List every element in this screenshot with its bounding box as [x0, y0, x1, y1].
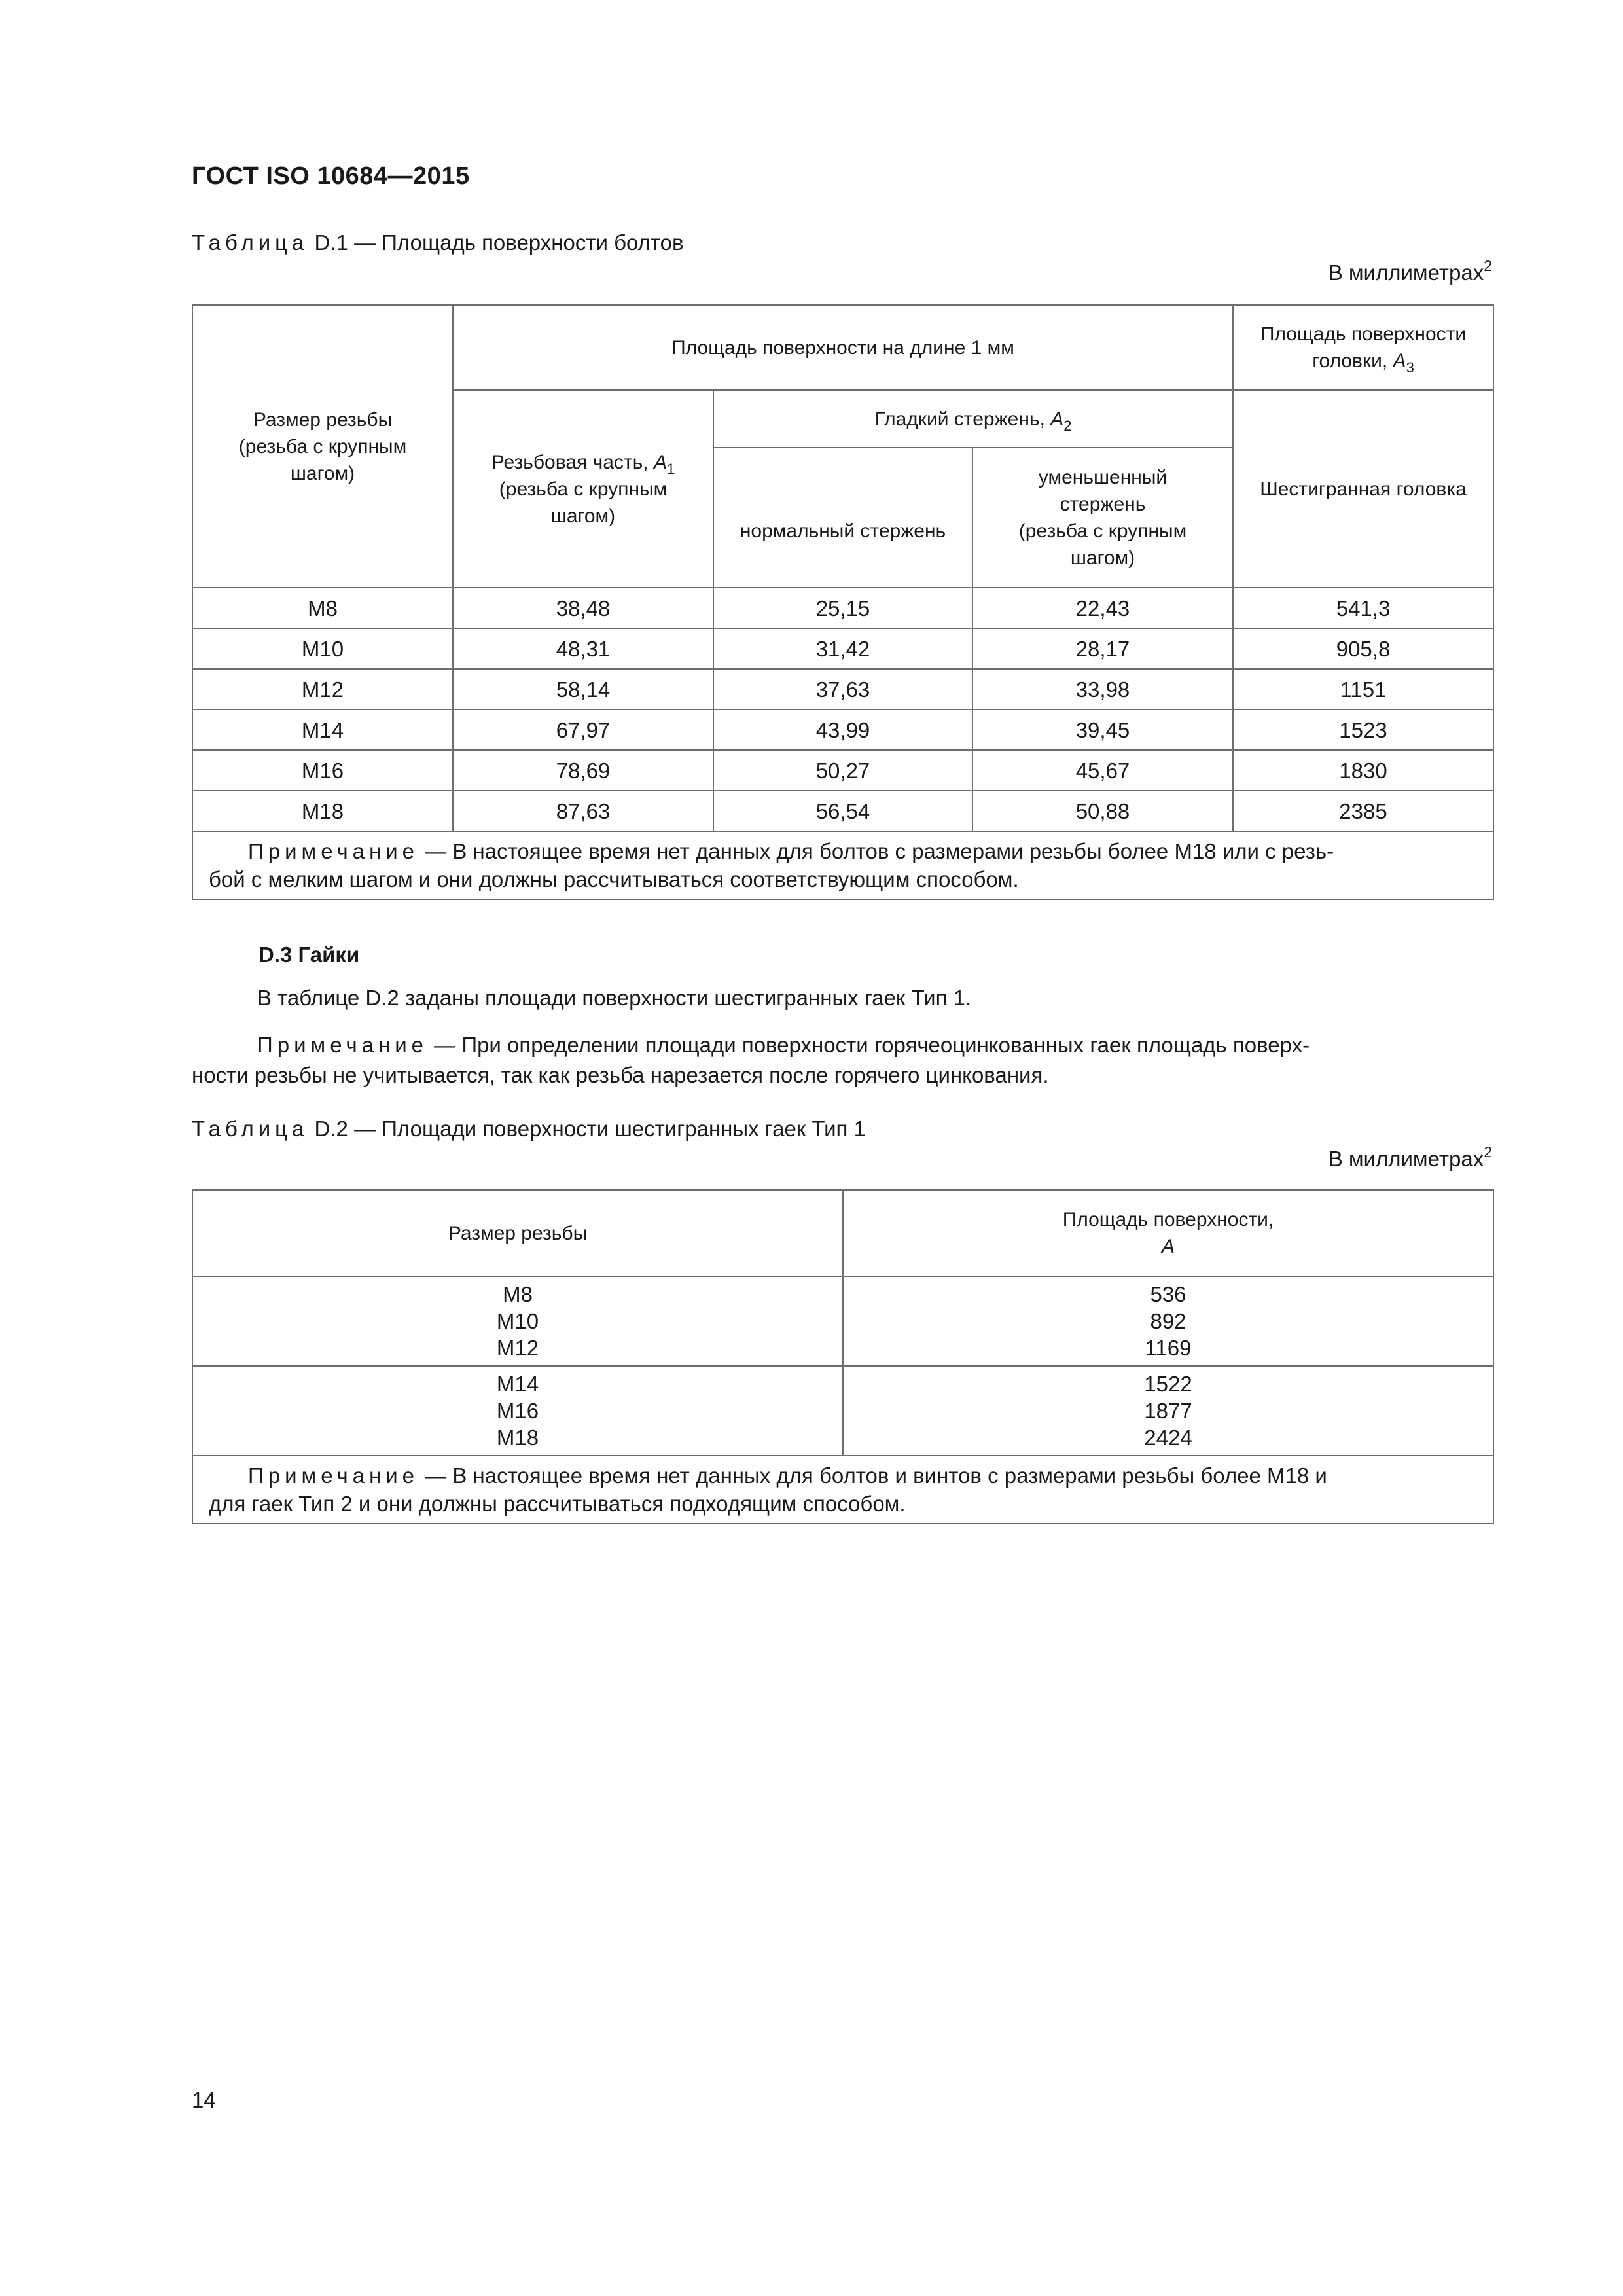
cell-thread-size: M16: [192, 750, 453, 791]
page-number: 14: [192, 2088, 216, 2112]
th-normal-shank: нормальный стержень: [713, 448, 972, 588]
table2-units: [1328, 1143, 1492, 1172]
standard-header: ГОСТ ISO 10684—2015: [192, 162, 470, 190]
th-reduced-line: стержень: [1060, 493, 1146, 515]
table1-header-row-1: [192, 305, 1493, 390]
th-head-area: [1233, 305, 1493, 390]
th-area-per-mm: Площадь поверхности на длине 1 мм: [453, 305, 1233, 390]
th-threaded-text: Резьбовая часть,: [491, 451, 654, 473]
note-word: Примечание: [257, 1033, 429, 1057]
nut-area: 1169: [1145, 1336, 1192, 1360]
nut-size: M12: [496, 1336, 539, 1360]
cell-head-area: 1523: [1233, 709, 1493, 750]
th-smooth-shank: [713, 390, 1233, 448]
table-row: [192, 628, 1493, 669]
symbol-sub: 3: [1406, 359, 1414, 376]
cell-nut-areas: [843, 1366, 1493, 1456]
cell-head-area: 905,8: [1233, 628, 1493, 669]
th-threaded-part: [453, 390, 713, 588]
table-row: [192, 750, 1493, 791]
th-nut-area: [843, 1190, 1493, 1276]
nut-size: M16: [496, 1399, 539, 1423]
table2-units-text: В миллиметрах: [1328, 1147, 1484, 1171]
note-text: — В настоящее время нет данных для болтов с размерами резьбы более M18 или с резь-: [419, 839, 1334, 863]
nut-surface-table: [192, 1189, 1494, 1524]
table2-note: [192, 1456, 1493, 1524]
table1-note: [192, 831, 1493, 899]
cell-thread-size: M8: [192, 588, 453, 628]
symbol-sub: 2: [1063, 417, 1072, 434]
table1-caption-word: Таблица: [192, 230, 309, 255]
cell-normal-area: 37,63: [713, 669, 972, 709]
table1-note-line: [209, 837, 1477, 865]
th-smooth-text: Гладкий стержень,: [874, 408, 1051, 430]
table-row: [192, 1276, 1493, 1366]
th-reduced-shank: [972, 448, 1233, 588]
cell-nut-areas: [843, 1276, 1493, 1366]
cell-reduced-area: 33,98: [972, 669, 1233, 709]
cell-thread-size: M12: [192, 669, 453, 709]
table2-note-line: [209, 1462, 1477, 1490]
symbol-a: A: [1161, 1236, 1175, 1257]
cell-threaded-area: 78,69: [453, 750, 713, 791]
nut-size: M14: [496, 1372, 539, 1396]
cell-threaded-area: 38,48: [453, 588, 713, 628]
cell-thread-size: M14: [192, 709, 453, 750]
section-d3-paragraph: [192, 983, 1493, 1013]
symbol-sub: 1: [666, 460, 675, 477]
th-thread-size-line: Размер резьбы: [253, 408, 393, 431]
cell-reduced-area: 50,88: [972, 791, 1233, 831]
cell-reduced-area: 28,17: [972, 628, 1233, 669]
th-reduced-line: (резьба с крупным: [1018, 520, 1187, 542]
table-row: [192, 588, 1493, 628]
table2-units-sup: 2: [1484, 1143, 1492, 1160]
cell-threaded-area: 48,31: [453, 628, 713, 669]
th-thread-size-line: шагом): [290, 462, 355, 484]
cell-thread-size: M10: [192, 628, 453, 669]
cell-normal-area: 43,99: [713, 709, 972, 750]
cell-threaded-area: 67,97: [453, 709, 713, 750]
table1-units-text: В миллиметрах: [1328, 260, 1484, 285]
table2-caption-text: D.2 — Площади поверхности шестигранных гаек Тип 1: [308, 1117, 866, 1141]
table1-note-row: [192, 831, 1493, 899]
nut-area: 1522: [1144, 1372, 1192, 1396]
cell-normal-area: 31,42: [713, 628, 972, 669]
note-word: Примечание: [248, 1463, 419, 1488]
th-threaded-line: шагом): [550, 505, 616, 527]
note-word: Примечание: [248, 839, 419, 863]
th-head-area-line: [1243, 348, 1484, 374]
section-heading-d3: D.3 Гайки: [259, 942, 360, 967]
cell-normal-area: 50,27: [713, 750, 972, 791]
cell-threaded-area: 87,63: [453, 791, 713, 831]
th-threaded-line: [463, 449, 704, 476]
th-reduced-line: шагом): [1070, 547, 1135, 569]
table1-note-line: бой с мелким шагом и они должны рассчитываться соответствующим способом.: [209, 867, 1019, 891]
cell-thread-size: M18: [192, 791, 453, 831]
table2-caption-word: Таблица: [192, 1117, 309, 1141]
paragraph-text: В таблице D.2 заданы площади поверхности шестигранных гаек Тип 1.: [257, 986, 972, 1010]
table-row: [192, 669, 1493, 709]
cell-reduced-area: 45,67: [972, 750, 1233, 791]
table1-units-sup: 2: [1484, 257, 1492, 274]
th-thread-size-line: (резьба с крупным: [238, 435, 407, 457]
cell-head-area: 1830: [1233, 750, 1493, 791]
table1-units: [1328, 257, 1492, 285]
cell-head-area: 541,3: [1233, 588, 1493, 628]
cell-normal-area: 25,15: [713, 588, 972, 628]
th-threaded-line: (резьба с крупным: [499, 478, 668, 500]
th-reduced-line: уменьшенный: [1038, 467, 1168, 488]
cell-head-area: 2385: [1233, 791, 1493, 831]
cell-head-area: 1151: [1233, 669, 1493, 709]
cell-nut-sizes: [192, 1366, 843, 1456]
table2-header-row: [192, 1190, 1493, 1276]
table-row: [192, 1366, 1493, 1456]
table2-note-line: для гаек Тип 2 и они должны рассчитываться подходящим способом.: [209, 1492, 906, 1516]
nut-size: M10: [496, 1309, 539, 1333]
nut-area: 1877: [1144, 1399, 1192, 1423]
section-d3-note: [192, 1030, 1493, 1090]
cell-threaded-area: 58,14: [453, 669, 713, 709]
note-text: — При определении площади поверхности горячеоцинкованных гаек площадь поверх-: [428, 1033, 1310, 1057]
th-nut-area-line: Площадь поверхности,: [1062, 1209, 1274, 1230]
nut-area: 892: [1150, 1309, 1186, 1333]
symbol-a: A: [1050, 408, 1064, 430]
symbol-a: A: [653, 451, 667, 473]
th-head-area-line: Площадь поверхности: [1260, 323, 1467, 345]
cell-nut-sizes: [192, 1276, 843, 1366]
th-nut-thread-size: Размер резьбы: [192, 1190, 843, 1276]
table1-caption-text: D.1 — Площадь поверхности болтов: [308, 230, 684, 255]
table-row: [192, 791, 1493, 831]
nut-size: M8: [503, 1282, 533, 1306]
table2-caption: [192, 1117, 866, 1141]
cell-reduced-area: 39,45: [972, 709, 1233, 750]
table2-note-row: [192, 1456, 1493, 1524]
symbol-a: A: [1393, 350, 1406, 372]
th-hex-head: Шестигранная головка: [1233, 390, 1493, 588]
bolt-surface-table: [192, 304, 1494, 900]
th-head-area-text: головки,: [1312, 350, 1393, 372]
section-d3-note-line: ности резьбы не учитывается, так как резьба нарезается после горячего цинкования.: [192, 1063, 1049, 1087]
table-row: [192, 709, 1493, 750]
section-d3-note-line: [192, 1030, 1493, 1060]
table1-caption: [192, 230, 684, 255]
nut-size: M18: [496, 1426, 539, 1450]
nut-area: 2424: [1144, 1426, 1192, 1450]
cell-normal-area: 56,54: [713, 791, 972, 831]
th-nut-area-line: [853, 1233, 1484, 1260]
cell-reduced-area: 22,43: [972, 588, 1233, 628]
th-thread-size: [192, 305, 453, 588]
note-text: — В настоящее время нет данных для болтов и винтов с размерами резьбы более M18 и: [419, 1463, 1327, 1488]
nut-area: 536: [1150, 1282, 1186, 1306]
